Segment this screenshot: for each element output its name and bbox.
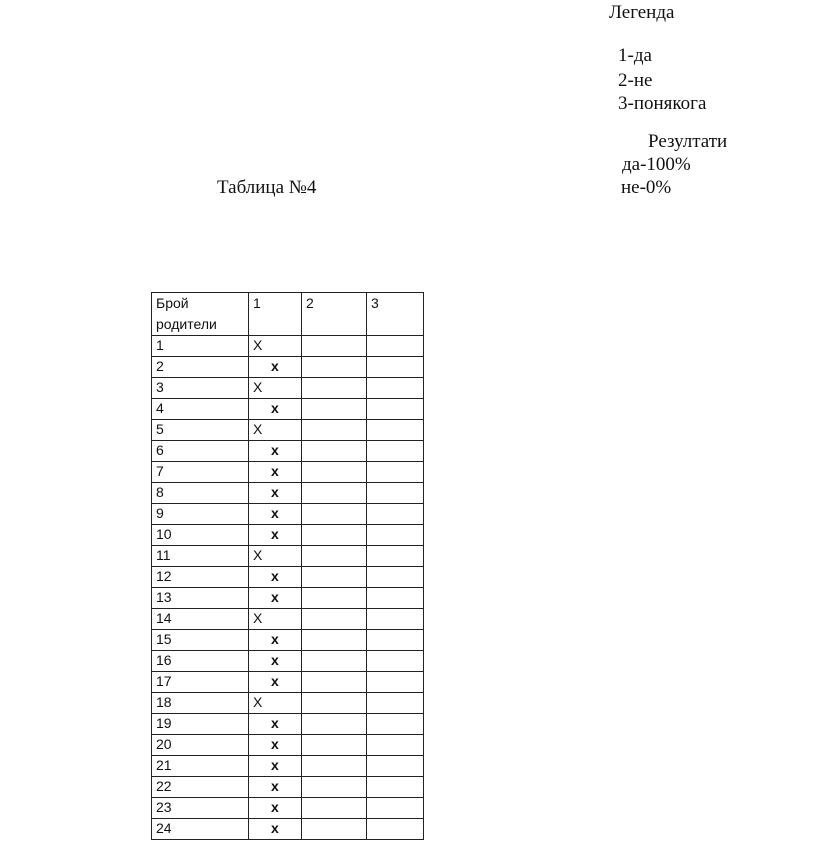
answer-cell-1: [249, 588, 302, 609]
answer-cell-1: [249, 336, 302, 357]
answer-cell-2: [302, 777, 367, 798]
answer-cell-3: [367, 672, 424, 693]
answer-mark: x: [271, 673, 279, 689]
answer-cell-1: [249, 609, 302, 630]
answer-cell-1: [249, 756, 302, 777]
table-caption: Таблица №4: [217, 177, 317, 198]
answer-mark: x: [271, 799, 279, 815]
answer-cell-3: [367, 399, 424, 420]
answer-mark: x: [271, 568, 279, 584]
answer-mark: x: [271, 358, 279, 374]
row-number: 13: [152, 588, 249, 609]
answer-cell-1: [249, 567, 302, 588]
row-number: 12: [152, 567, 249, 588]
answer-cell-1: [249, 504, 302, 525]
answer-cell-2: [302, 420, 367, 441]
answer-cell-3: [367, 651, 424, 672]
row-number: 3: [152, 378, 249, 399]
answer-cell-3: [367, 483, 424, 504]
table-row: [152, 504, 424, 525]
table-row: [152, 420, 424, 441]
row-number: 16: [152, 651, 249, 672]
answer-mark: x: [271, 652, 279, 668]
answer-mark: x: [271, 757, 279, 773]
answer-cell-1: [249, 798, 302, 819]
row-number: 11: [152, 546, 249, 567]
table-row: [152, 756, 424, 777]
answer-mark: x: [271, 778, 279, 794]
table-row: [152, 567, 424, 588]
row-number: 19: [152, 714, 249, 735]
table-row: [152, 735, 424, 756]
table-row: [152, 588, 424, 609]
row-number: 17: [152, 672, 249, 693]
answer-cell-3: [367, 735, 424, 756]
answer-cell-3: [367, 462, 424, 483]
answer-cell-3: [367, 357, 424, 378]
answer-cell-2: [302, 672, 367, 693]
row-number: 2: [152, 357, 249, 378]
answer-mark: x: [271, 400, 279, 416]
answer-cell-1: [249, 693, 302, 714]
answer-cell-2: [302, 546, 367, 567]
answer-cell-3: [367, 546, 424, 567]
answer-cell-2: [302, 399, 367, 420]
answer-cell-3: [367, 336, 424, 357]
answer-cell-1: [249, 483, 302, 504]
answer-cell-3: [367, 756, 424, 777]
legend-item-sometimes: 3-понякога: [618, 93, 707, 114]
result-no: не-0%: [621, 177, 672, 198]
answer-mark: x: [271, 631, 279, 647]
answer-cell-3: [367, 819, 424, 840]
table-row: [152, 798, 424, 819]
legend-item-yes: 1-да: [618, 45, 652, 66]
answer-cell-1: [249, 777, 302, 798]
answer-mark: x: [271, 442, 279, 458]
header-col-3: 3: [367, 293, 424, 336]
row-number: 8: [152, 483, 249, 504]
answer-cell-2: [302, 336, 367, 357]
answer-cell-2: [302, 357, 367, 378]
table-row: [152, 546, 424, 567]
row-number: 10: [152, 525, 249, 546]
row-number: 23: [152, 798, 249, 819]
answer-cell-2: [302, 567, 367, 588]
legend-item-no: 2-не: [618, 70, 653, 91]
answer-mark: x: [271, 820, 279, 836]
answer-cell-1: [249, 714, 302, 735]
answer-mark: X: [253, 547, 263, 563]
row-number: 5: [152, 420, 249, 441]
header-col-2: 2: [302, 293, 367, 336]
row-number: 14: [152, 609, 249, 630]
answer-cell-1: [249, 399, 302, 420]
table-row: [152, 525, 424, 546]
answer-mark: x: [271, 463, 279, 479]
table-row: [152, 714, 424, 735]
table-row: [152, 651, 424, 672]
answer-mark: x: [271, 589, 279, 605]
table-row: [152, 441, 424, 462]
answer-cell-3: [367, 441, 424, 462]
answer-cell-1: [249, 525, 302, 546]
answer-cell-3: [367, 420, 424, 441]
answer-mark: X: [253, 421, 263, 437]
row-number: 22: [152, 777, 249, 798]
answer-mark: x: [271, 526, 279, 542]
row-number: 4: [152, 399, 249, 420]
answer-cell-2: [302, 609, 367, 630]
table-row: [152, 609, 424, 630]
table-row: [152, 483, 424, 504]
answer-cell-2: [302, 651, 367, 672]
answer-mark: X: [253, 610, 263, 626]
header-col-1: 1: [249, 293, 302, 336]
row-number: 7: [152, 462, 249, 483]
legend-title: Легенда: [609, 2, 675, 23]
answer-cell-3: [367, 609, 424, 630]
answer-cell-2: [302, 819, 367, 840]
answer-cell-3: [367, 567, 424, 588]
answer-cell-1: [249, 735, 302, 756]
answer-mark: x: [271, 505, 279, 521]
answer-cell-2: [302, 798, 367, 819]
table-row: [152, 672, 424, 693]
answer-cell-1: [249, 819, 302, 840]
table-row: [152, 336, 424, 357]
answer-cell-2: [302, 525, 367, 546]
row-number: 21: [152, 756, 249, 777]
row-number: 9: [152, 504, 249, 525]
answer-cell-1: [249, 378, 302, 399]
table-row: [152, 777, 424, 798]
answer-cell-2: [302, 630, 367, 651]
row-number: 24: [152, 819, 249, 840]
answer-mark: x: [271, 484, 279, 500]
answer-cell-1: [249, 420, 302, 441]
answer-cell-1: [249, 672, 302, 693]
answer-cell-1: [249, 546, 302, 567]
result-yes: да-100%: [622, 154, 691, 175]
answer-cell-2: [302, 714, 367, 735]
header-count-parents: Брой родители: [152, 293, 249, 336]
answer-cell-2: [302, 735, 367, 756]
row-number: 18: [152, 693, 249, 714]
answer-cell-2: [302, 693, 367, 714]
answer-mark: X: [253, 694, 263, 710]
answer-cell-3: [367, 693, 424, 714]
row-number: 1: [152, 336, 249, 357]
answer-cell-3: [367, 798, 424, 819]
answer-cell-3: [367, 777, 424, 798]
answer-cell-1: [249, 357, 302, 378]
answer-cell-3: [367, 630, 424, 651]
answer-cell-2: [302, 441, 367, 462]
survey-table: [151, 292, 424, 840]
answer-cell-1: [249, 441, 302, 462]
answer-cell-2: [302, 756, 367, 777]
answer-cell-2: [302, 483, 367, 504]
answer-mark: x: [271, 715, 279, 731]
answer-cell-1: [249, 462, 302, 483]
results-title: Резултати: [648, 131, 728, 152]
answer-cell-2: [302, 588, 367, 609]
table-row: [152, 357, 424, 378]
answer-cell-3: [367, 714, 424, 735]
table-row: [152, 378, 424, 399]
answer-cell-1: [249, 630, 302, 651]
table-row: [152, 819, 424, 840]
answer-mark: X: [253, 337, 263, 353]
table-row: [152, 462, 424, 483]
answer-mark: x: [271, 736, 279, 752]
answer-cell-3: [367, 525, 424, 546]
answer-cell-2: [302, 504, 367, 525]
row-number: 15: [152, 630, 249, 651]
answer-cell-2: [302, 378, 367, 399]
table-row: [152, 693, 424, 714]
table-row: [152, 630, 424, 651]
answer-cell-2: [302, 462, 367, 483]
answer-cell-1: [249, 651, 302, 672]
answer-cell-3: [367, 504, 424, 525]
table-row: [152, 399, 424, 420]
answer-mark: X: [253, 379, 263, 395]
row-number: 20: [152, 735, 249, 756]
answer-cell-3: [367, 378, 424, 399]
table-header-row: [152, 293, 424, 336]
row-number: 6: [152, 441, 249, 462]
answer-cell-3: [367, 588, 424, 609]
